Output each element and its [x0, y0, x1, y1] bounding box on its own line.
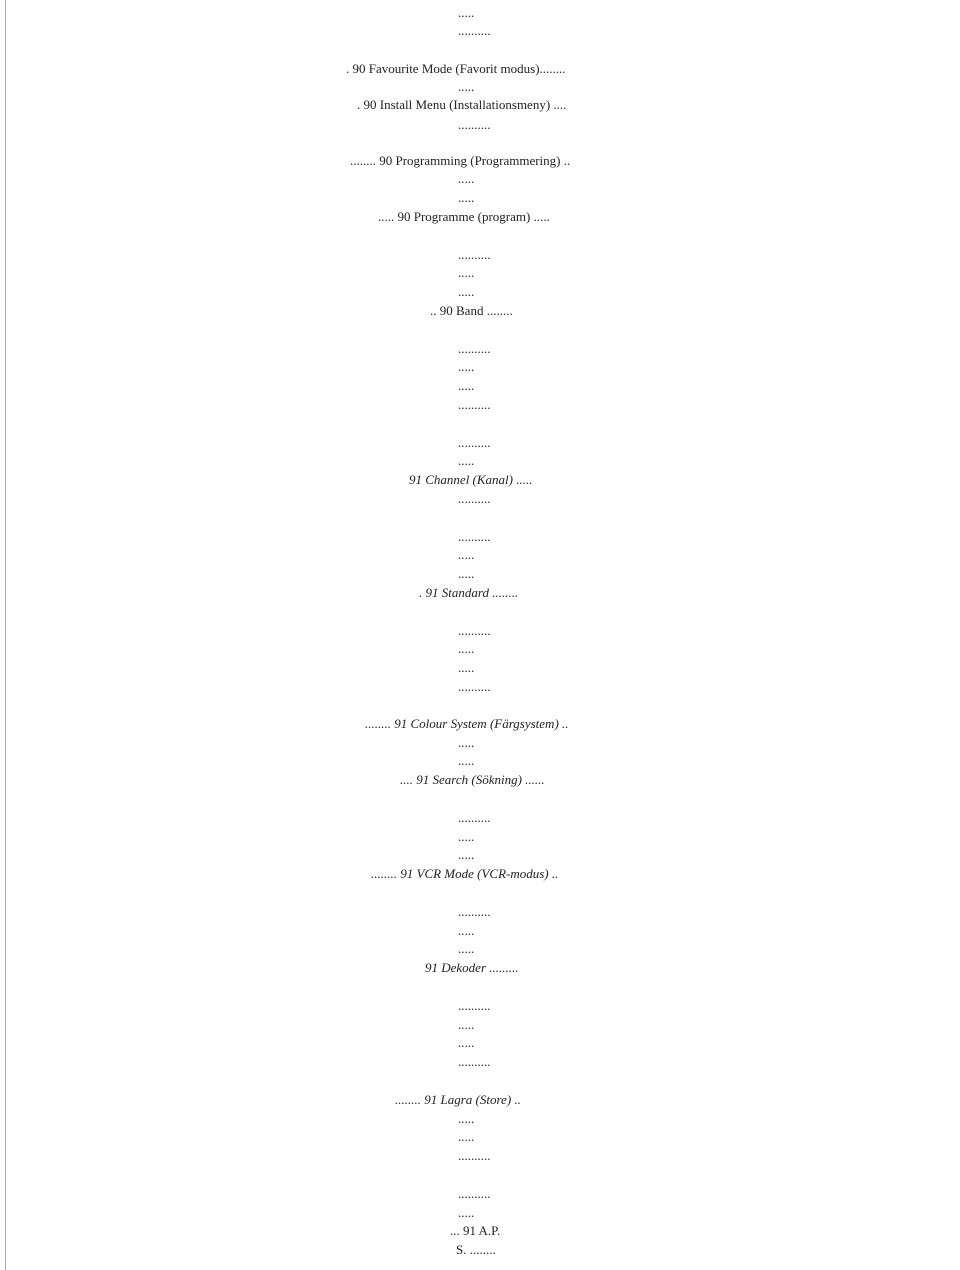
leader-dots: .....	[458, 378, 475, 393]
leader-dots: .....	[458, 284, 475, 299]
leader-dots: ..........	[458, 1054, 491, 1069]
toc-entry-programming: ........ 90 Programming (Programmering) ..	[350, 153, 571, 168]
toc-entry-favourite-mode: . 90 Favourite Mode (Favorit modus)........	[346, 61, 566, 76]
leader-dots: .....	[458, 641, 475, 656]
leader-dots: ..........	[458, 810, 491, 825]
leader-dots: .....	[458, 265, 475, 280]
leader-dots: .....	[458, 941, 475, 956]
leader-dots: .....	[458, 1111, 475, 1126]
toc-entry-search: .... 91 Search (Sökning) ......	[400, 772, 545, 787]
leader-dots: .....	[458, 1017, 475, 1032]
leader-dots: ..........	[458, 435, 491, 450]
leader-dots: .....	[458, 566, 475, 581]
leader-dots: ..........	[458, 1186, 491, 1201]
leader-dots: .....	[458, 1129, 475, 1144]
toc-entry-aps: ... 91 A.P.	[450, 1223, 501, 1238]
leader-dots: .....	[458, 171, 475, 186]
leader-dots: .....	[458, 5, 475, 20]
left-margin-rule	[5, 0, 6, 1270]
toc-entry-standard: . 91 Standard ........	[419, 585, 519, 600]
toc-entry-vcr-mode: ........ 91 VCR Mode (VCR-modus) ..	[371, 866, 559, 881]
leader-dots: ..........	[458, 397, 491, 412]
leader-dots: .....	[458, 753, 475, 768]
leader-dots: ..........	[458, 623, 491, 638]
leader-dots: .....	[458, 847, 475, 862]
leader-dots: .....	[458, 79, 475, 94]
leader-dots: ..........	[458, 998, 491, 1013]
leader-dots: ..........	[458, 23, 491, 38]
toc-entry-aps-continued: S. ........	[456, 1242, 496, 1257]
leader-dots: ..........	[458, 491, 491, 506]
toc-entry-colour-system: ........ 91 Colour System (Färgsystem) ..	[365, 716, 569, 731]
toc-entry-programme: ..... 90 Programme (program) .....	[378, 209, 550, 224]
leader-dots: ..........	[458, 904, 491, 919]
leader-dots: ..........	[458, 679, 491, 694]
toc-entry-install-menu: . 90 Install Menu (Installationsmeny) ....	[357, 97, 567, 112]
leader-dots: ..........	[458, 117, 491, 132]
toc-entry-lagra: ........ 91 Lagra (Store) ..	[395, 1092, 521, 1107]
leader-dots: .....	[458, 359, 475, 374]
leader-dots: .....	[458, 660, 475, 675]
leader-dots: .....	[458, 453, 475, 468]
leader-dots: .....	[458, 1035, 475, 1050]
leader-dots: .....	[458, 547, 475, 562]
leader-dots: .....	[458, 1205, 475, 1220]
leader-dots: ..........	[458, 529, 491, 544]
leader-dots: ..........	[458, 247, 491, 262]
leader-dots: .....	[458, 923, 475, 938]
toc-entry-dekoder: 91 Dekoder .........	[425, 960, 519, 975]
leader-dots: ..........	[458, 341, 491, 356]
leader-dots: .....	[458, 735, 475, 750]
toc-entry-channel: 91 Channel (Kanal) .....	[409, 472, 533, 487]
leader-dots: .....	[458, 829, 475, 844]
toc-entry-band: .. 90 Band ........	[430, 303, 513, 318]
leader-dots: .....	[458, 190, 475, 205]
leader-dots: ..........	[458, 1148, 491, 1163]
